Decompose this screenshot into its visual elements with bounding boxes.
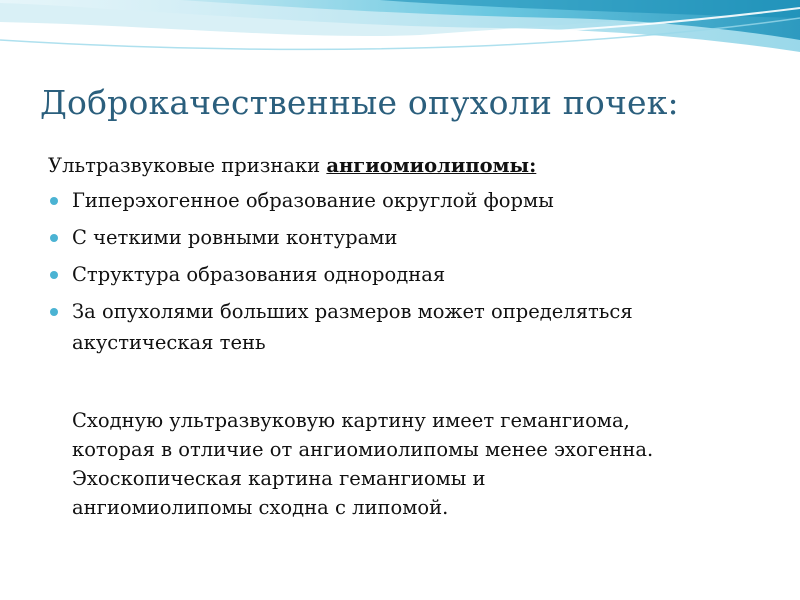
bullet-item [48, 296, 768, 358]
wave-header-decoration [0, 0, 800, 90]
slide-body [48, 150, 768, 522]
bullet-dot-icon [50, 197, 58, 205]
intro-line [48, 150, 768, 181]
bullet-item [48, 185, 768, 216]
bullet-dot-icon [50, 271, 58, 279]
bullet-list [48, 185, 768, 358]
slide-title: Доброкачественные опухоли почек: [40, 83, 679, 122]
bullet-dot-icon [50, 234, 58, 242]
paragraph-line: Сходную ультразвуковую картину имеет гемангиома, [72, 409, 630, 432]
bullet-text: Гиперэхогенное образование округлой формы [72, 189, 554, 212]
intro-term: ангиомиолипомы: [326, 154, 537, 177]
bullet-dot-icon [50, 308, 58, 316]
hemangioma-paragraph [72, 406, 768, 522]
bullet-text: С четкими ровными контурами [72, 226, 398, 249]
intro-prefix: Ультразвуковые признаки [48, 154, 327, 177]
bullet-item [48, 259, 768, 290]
paragraph-line: Эхоскопическая картина гемангиомы и [72, 467, 486, 490]
bullet-text: Структура образования однородная [72, 263, 446, 286]
bullet-item [48, 222, 768, 253]
bullet-text: За опухолями больших размеров может определяться акустическая тень [72, 300, 633, 354]
paragraph-line: ангиомиолипомы сходна с липомой. [72, 496, 449, 519]
paragraph-line: которая в отличие от ангиомиолипомы менее эхогенна. [72, 438, 654, 461]
